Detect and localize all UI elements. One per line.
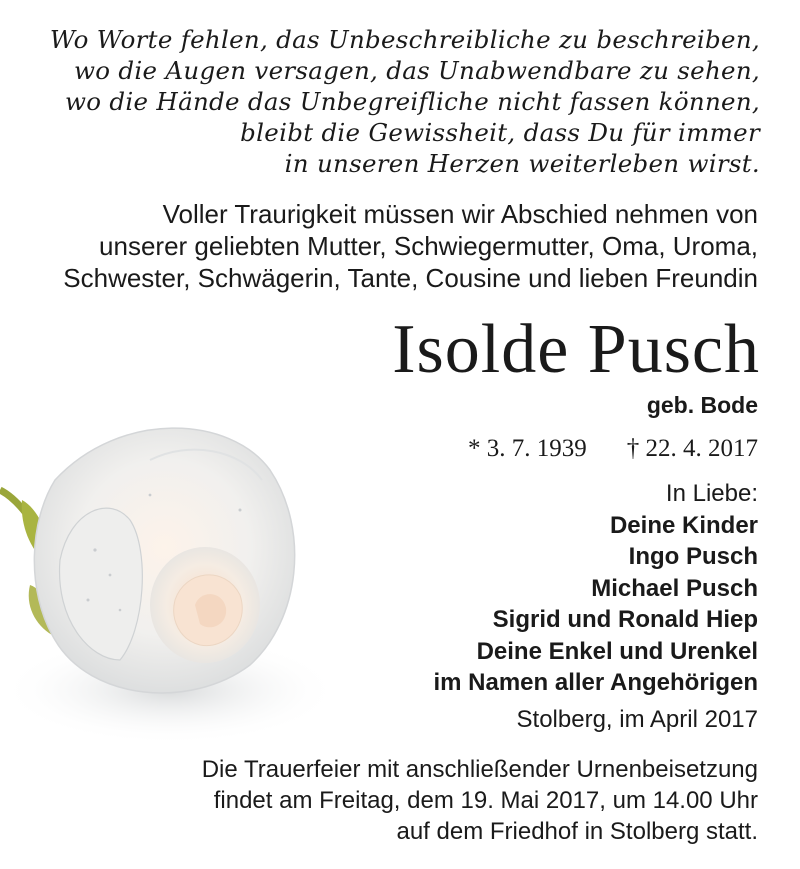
birth-date: * 3. 7. 1939	[468, 435, 587, 462]
deceased-name: Isolde Pusch	[392, 311, 760, 388]
poem-line: in unseren Herzen weiterleben wirst.	[284, 149, 760, 178]
mourner-name: Deine Kinder	[609, 511, 758, 539]
maiden-name: geb. Bode	[646, 392, 758, 418]
announcement-text	[63, 198, 758, 294]
mourner-name: im Namen aller Angehörigen	[433, 669, 758, 696]
mourners-intro: In Liebe:	[665, 480, 758, 507]
mourner-name: Ingo Pusch	[628, 543, 758, 570]
white-rose-image	[0, 400, 330, 760]
funeral-line: auf dem Friedhof in Stolberg statt.	[396, 818, 758, 845]
poem-line: wo die Augen versagen, das Unabwendbare zu sehen,	[74, 56, 760, 85]
poem-line: bleibt die Gewissheit, dass Du für immer	[240, 118, 760, 147]
poem-line: Wo Worte fehlen, das Unbeschreibliche zu beschreiben,	[49, 25, 760, 54]
death-date: † 22. 4. 2017	[626, 435, 758, 462]
mourners-list	[433, 478, 758, 699]
mourner-name: Michael Pusch	[591, 574, 758, 602]
announcement-line: Voller Traurigkeit müssen wir Abschied nehmen von	[162, 199, 758, 229]
funeral-line: Die Trauerfeier mit anschließender Urnenbeisetzung	[201, 756, 758, 783]
funeral-line: findet am Freitag, dem 19. Mai 2017, um 14.00 Uhr	[213, 787, 758, 814]
announcement-line: Schwester, Schwägerin, Tante, Cousine und lieben Freundin	[63, 263, 758, 293]
place-and-date: Stolberg, im April 2017	[516, 706, 758, 733]
life-dates	[468, 432, 758, 466]
mourner-name: Sigrid und Ronald Hiep	[492, 606, 758, 633]
poem	[50, 24, 760, 179]
mourner-name: Deine Enkel und Urenkel	[476, 637, 758, 665]
announcement-line: unserer geliebten Mutter, Schwiegermutter, Oma, Uroma,	[99, 231, 758, 261]
poem-line: wo die Hände das Unbegreifliche nicht fassen können,	[64, 87, 760, 116]
funeral-details	[202, 754, 758, 847]
